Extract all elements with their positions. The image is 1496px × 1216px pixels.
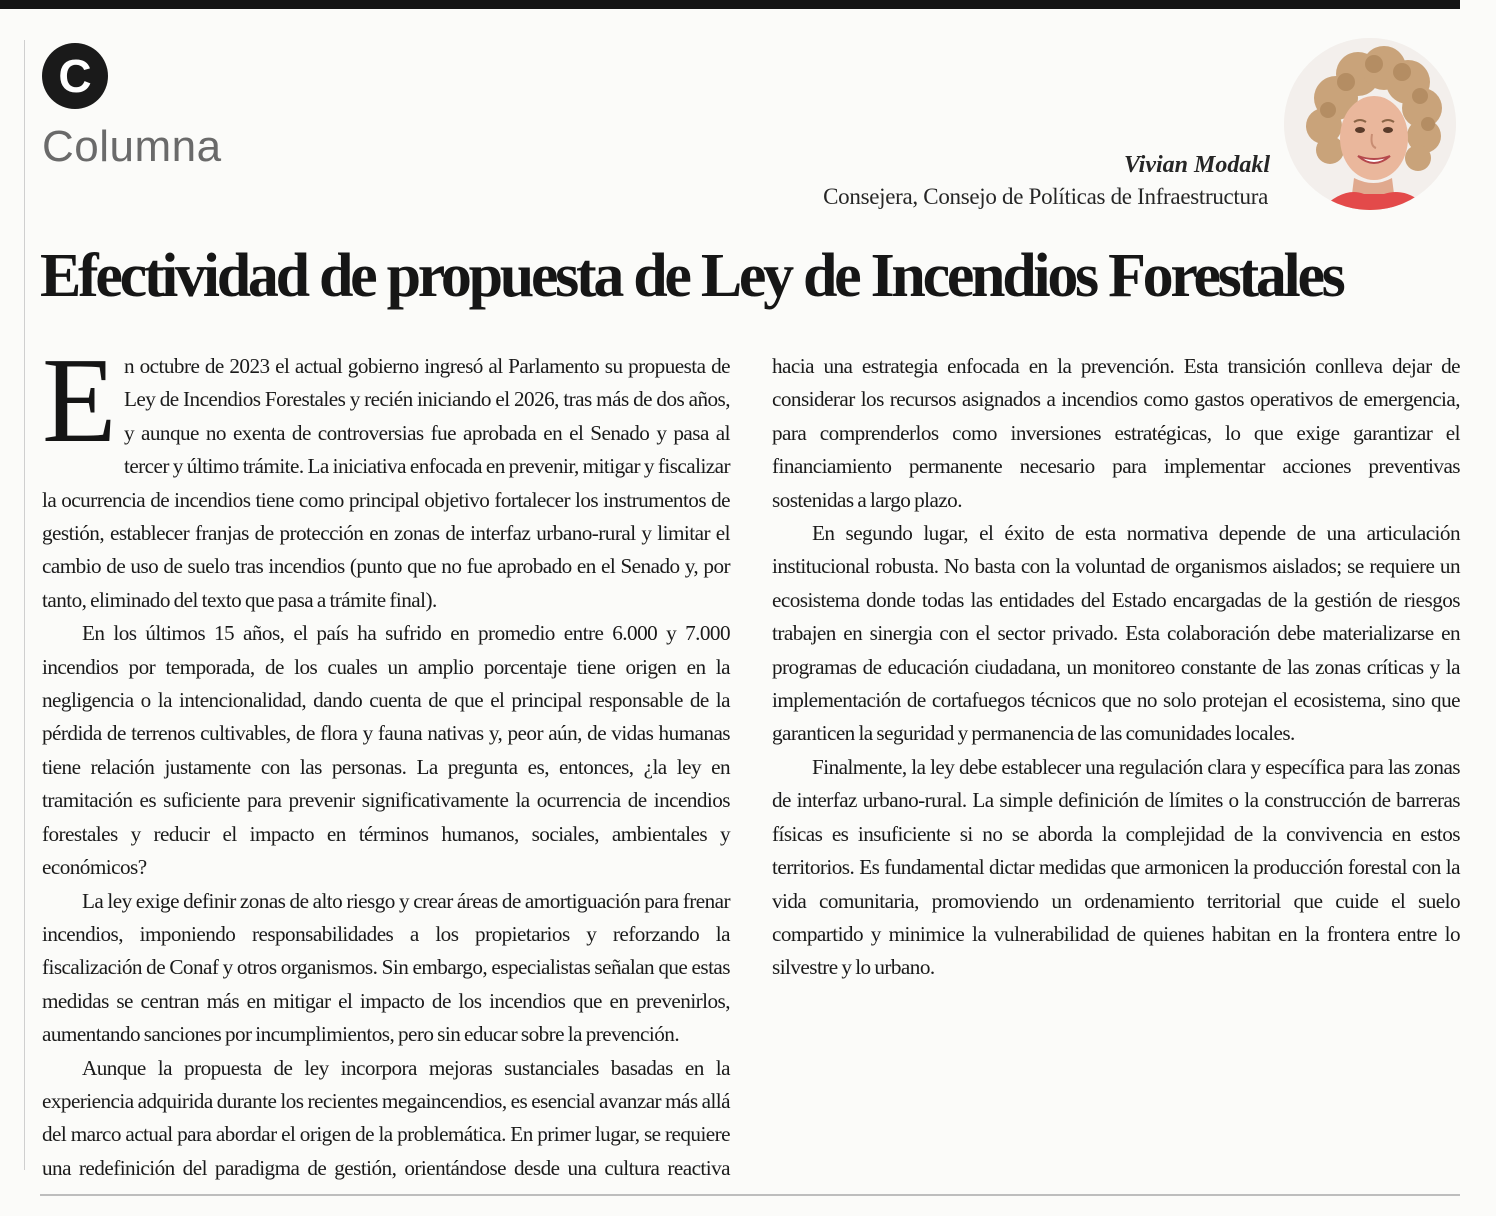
- author-name: Vivian Modakl: [1123, 152, 1270, 178]
- article-paragraph: [42, 333, 730, 617]
- bottom-rule: [40, 1194, 1460, 1196]
- dropcap: E: [42, 333, 116, 468]
- author-portrait-icon: [1284, 38, 1456, 210]
- article-paragraph: Finalmente, la ley debe establecer una regulación clara y específica para las zonas de interfaz urbano-rural. La simple definición de límites o la construcción de barreras físicas es insuficiente si no se aborda la complejidad de la convivencia en estos territorios. Es fundamental dictar medidas que armonicen la producción forestal con la vida comunitaria, promoviendo un ordenamiento territorial que cuide el suelo compartido y minimice la vulnerabilidad de quienes habitan en la frontera entre lo silvestre y lo urbano.: [772, 754, 1460, 980]
- article-paragraph: La ley exige definir zonas de alto riesgo y crear áreas de amortiguación para frenar incendios, imponiendo responsabilidades a los propietarios y reforzando la fiscalización de Conaf y otros organismos. Sin embargo, especialistas señalan que estas medidas se centran más en mitigar el impacto de los incendios que en prevenirlos, aumentando sanciones por incumplimientos, pero sin educar sobre la prevención.: [42, 888, 730, 1047]
- section-badge-icon: C: [42, 43, 108, 109]
- article-paragraph: En los últimos 15 años, el país ha sufrido en promedio entre 6.000 y 7.000 incendios por temporada, de los cuales un amplio porcentaje tiene origen en la negligencia o la intencionalidad, dando cuenta de que el principal responsable de la pérdida de terrenos cultivables, de flora y fauna nativas y, peor aún, de vidas humanas tiene relación justamente con las personas. La pregunta es, entonces, ¿la ley en tramitación es suficiente para prevenir significativamente la ocurrencia de incendios forestales y reducir el impacto en términos humanos, sociales, ambientales y económicos?: [42, 621, 730, 880]
- article-paragraph: Aunque la propuesta de ley incorpora mejoras sustanciales basadas en la experiencia adquirida durante los recientes megaincendios, es esencial avanzar más allá del marco actual para abordar el origen de la problemática. En primer lugar, se requiere una redefinición del paradigma de gestión, orientándose desde una cultura reactiva hacia una estrategia enfocada en la prevención. Esta transición conlleva dejar de considerar los recursos asignados a incendios como gastos operativos de emergencia, para comprenderlos como inversiones estratégicas, lo que exige garantizar el financiamiento permanente necesario para implementar acciones preventivas sostenidas a largo plazo.: [42, 354, 1460, 1180]
- paragraph-text: n octubre de 2023 el actual gobierno ingresó al Parlamento su propuesta de Ley de Incendios Forestales y recién iniciando el 2026, tras más de dos años, y aunque no exenta de controversias fue aprobada en el Senado y pasa al tercer y último trámite. La iniciativa enfocada en prevenir, mitigar y fiscalizar la ocurrencia de incendios tiene como principal objetivo fortalecer los instrumentos de gestión, establecer franjas de protección en zonas de interfaz urbano-rural y limitar el cambio de uso de suelo tras incendios (punto que no fue aprobado en el Senado y, por tanto, eliminado del texto que pasa a trámite final).: [42, 354, 730, 612]
- top-rule: [0, 0, 1460, 9]
- article-body: [42, 333, 1460, 1188]
- author-role: Consejera, Consejo de Políticas de Infraestructura: [823, 184, 1268, 209]
- left-margin-rule: [24, 40, 25, 1170]
- article-paragraph: En segundo lugar, el éxito de esta normativa depende de una articulación institucional robusta. No basta con la voluntad de organismos aislados; se requiere un ecosistema donde todas las entidades del Estado encargadas de la gestión de riesgos trabajen en sinergia con el sector privado. Esta colaboración debe materializarse en programas de educación ciudadana, un monitoreo constante de las zonas críticas y la implementación de cortafuegos técnicos que no solo protejan el ecosistema, sino que garanticen la seguridad y permanencia de las comunidades locales.: [772, 521, 1460, 746]
- article-headline: Efectividad de propuesta de Ley de Incendios Forestales: [40, 242, 1343, 310]
- section-label: Columna: [42, 122, 222, 171]
